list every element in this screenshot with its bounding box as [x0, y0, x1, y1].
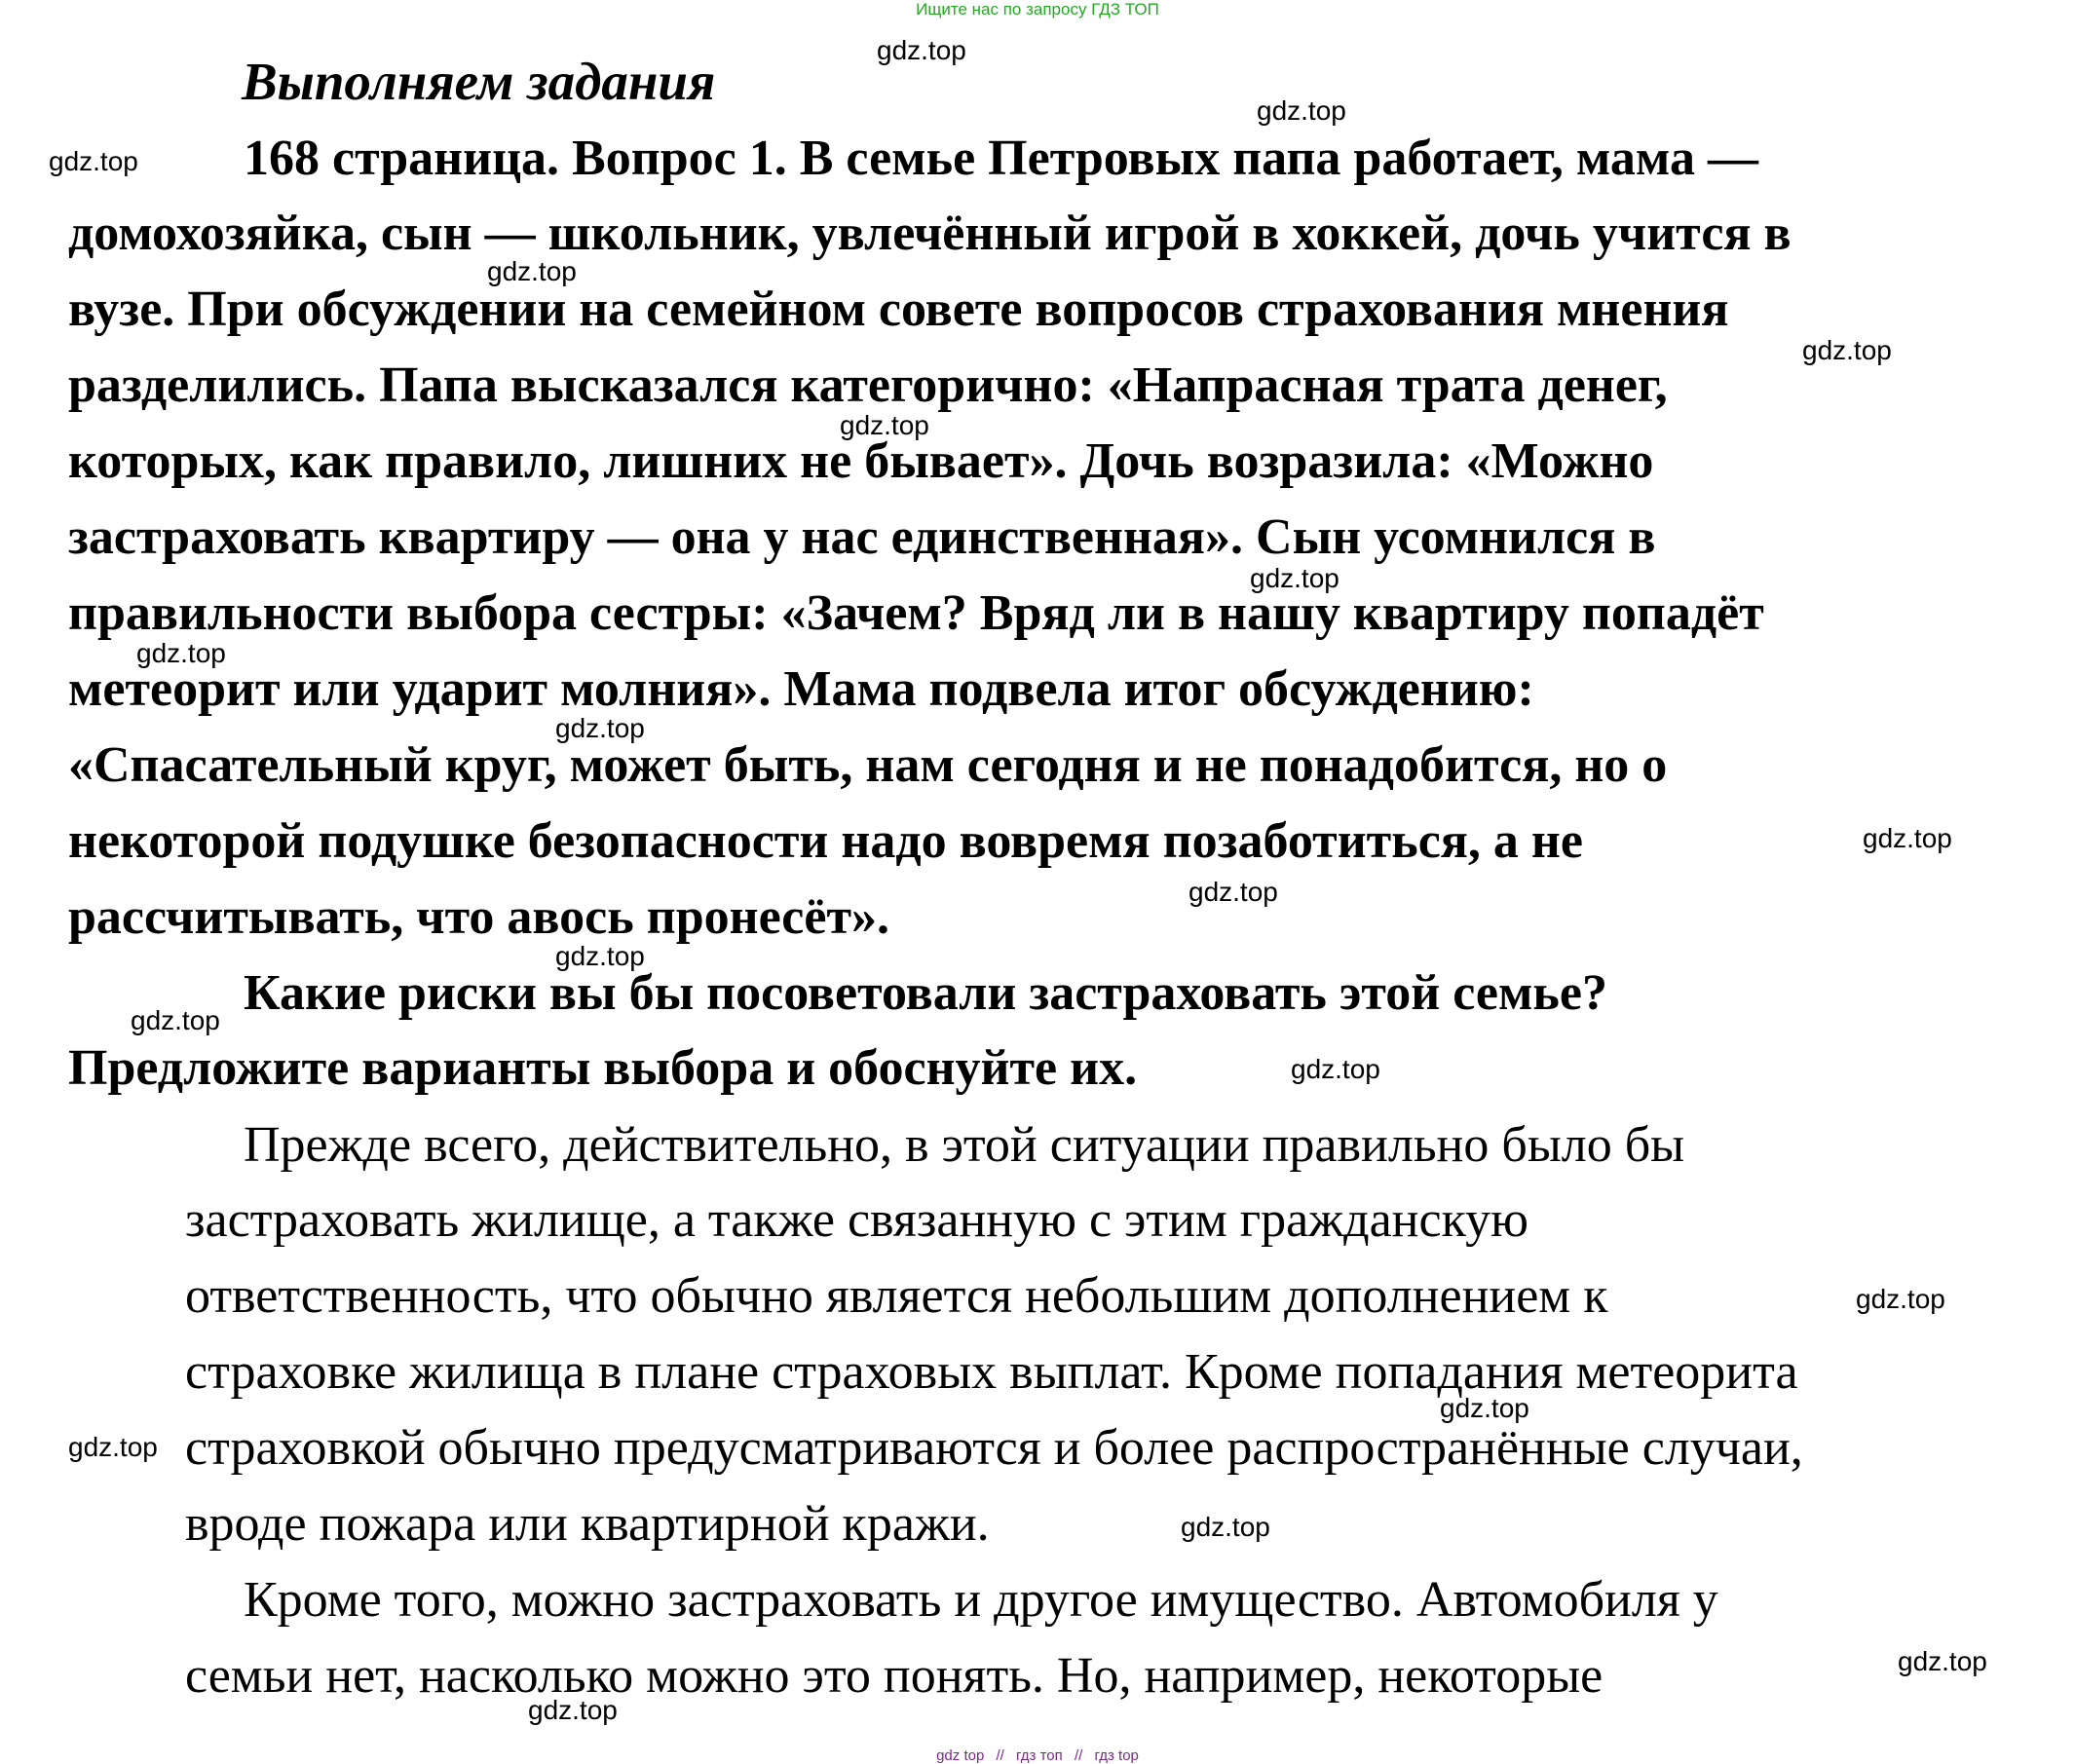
- section-heading: Выполняем задания: [242, 52, 716, 111]
- task-line: правильности выбора сестры: «Зачем? Вряд ли в нашу квартиру попадёт: [68, 585, 1764, 641]
- watermark: gdz.top: [1863, 823, 1952, 853]
- answer-line: вроде пожара или квартирной кражи.: [185, 1496, 990, 1552]
- task-line: метеорит или ударит молния». Мама подвела итог обсуждению:: [68, 661, 1534, 717]
- watermark: gdz.top: [1188, 877, 1278, 907]
- top-banner-link[interactable]: Ищите нас по запросу ГДЗ ТОП: [916, 0, 1159, 19]
- bottom-link-separator: //: [996, 1747, 1004, 1764]
- question-line: Какие риски вы бы посоветовали застраховать этой семье?: [244, 965, 1607, 1021]
- task-line: некоторой подушке безопасности надо вовремя позаботиться, а не: [68, 813, 1583, 869]
- watermark: gdz.top: [1856, 1284, 1945, 1314]
- task-line: вузе. При обсуждении на семейном совете вопросов страхования мнения: [68, 281, 1729, 337]
- watermark: gdz.top: [131, 1005, 220, 1035]
- watermark: gdz.top: [1291, 1054, 1380, 1084]
- watermark: gdz.top: [1257, 95, 1346, 126]
- watermark: gdz.top: [1181, 1512, 1270, 1542]
- watermark: gdz.top: [136, 638, 226, 668]
- watermark: gdz.top: [1898, 1646, 1987, 1676]
- bottom-link-separator: //: [1074, 1747, 1083, 1764]
- watermark: gdz.top: [1802, 335, 1892, 365]
- answer-line: застраховать жилище, а также связанную с этим гражданскую: [185, 1192, 1528, 1248]
- task-line: которых, как правило, лишних не бывает». Дочь возразила: «Можно: [68, 433, 1654, 489]
- watermark: gdz.top: [528, 1695, 618, 1725]
- watermark: gdz.top: [555, 941, 645, 971]
- watermark: gdz.top: [555, 713, 645, 743]
- task-line: домохозяйка, сын — школьник, увлечённый игрой в хоккей, дочь учится в: [68, 206, 1792, 261]
- bottom-link-gdz-top-mixed[interactable]: гдз top: [1094, 1747, 1139, 1764]
- task-line: застраховать квартиру — она у нас единственная». Сын усомнился в: [68, 509, 1656, 565]
- task-line: разделились. Папа высказался категорично: «Напрасная трата денег,: [68, 357, 1668, 413]
- answer-line: ответственность, что обычно является небольшим дополнением к: [185, 1268, 1608, 1324]
- task-line: 168 страница. Вопрос 1. В семье Петровых папа работает, мама —: [244, 131, 1758, 186]
- answer-line: семьи нет, насколько можно это понять. Но, например, некоторые: [185, 1648, 1603, 1704]
- watermark: gdz.top: [487, 256, 577, 286]
- watermark: gdz.top: [49, 146, 138, 176]
- watermark: gdz.top: [877, 35, 966, 65]
- watermark: gdz.top: [840, 410, 929, 440]
- question-line: Предложите варианты выбора и обоснуйте их.: [68, 1040, 1138, 1096]
- answer-line: страховке жилища в плане страховых выплат. Кроме попадания метеорита: [185, 1344, 1798, 1400]
- watermark: gdz.top: [68, 1432, 158, 1462]
- bottom-links: [0, 1747, 2075, 1764]
- answer-line: страховкой обычно предусматриваются и более распространённые случаи,: [185, 1420, 1803, 1476]
- answer-line: Прежде всего, действительно, в этой ситуации правильно было бы: [244, 1117, 1685, 1173]
- bottom-link-gdz-top-cyrillic[interactable]: гдз топ: [1016, 1747, 1063, 1764]
- bottom-link-gdz-top[interactable]: gdz top: [936, 1747, 985, 1764]
- watermark: gdz.top: [1440, 1393, 1529, 1423]
- task-line: рассчитывать, что авось пронесёт».: [68, 889, 889, 945]
- task-line: «Спасательный круг, может быть, нам сегодня и не понадобится, но о: [68, 737, 1668, 793]
- answer-line: Кроме того, можно застраховать и другое имущество. Автомобиля у: [244, 1572, 1718, 1628]
- watermark: gdz.top: [1250, 563, 1339, 593]
